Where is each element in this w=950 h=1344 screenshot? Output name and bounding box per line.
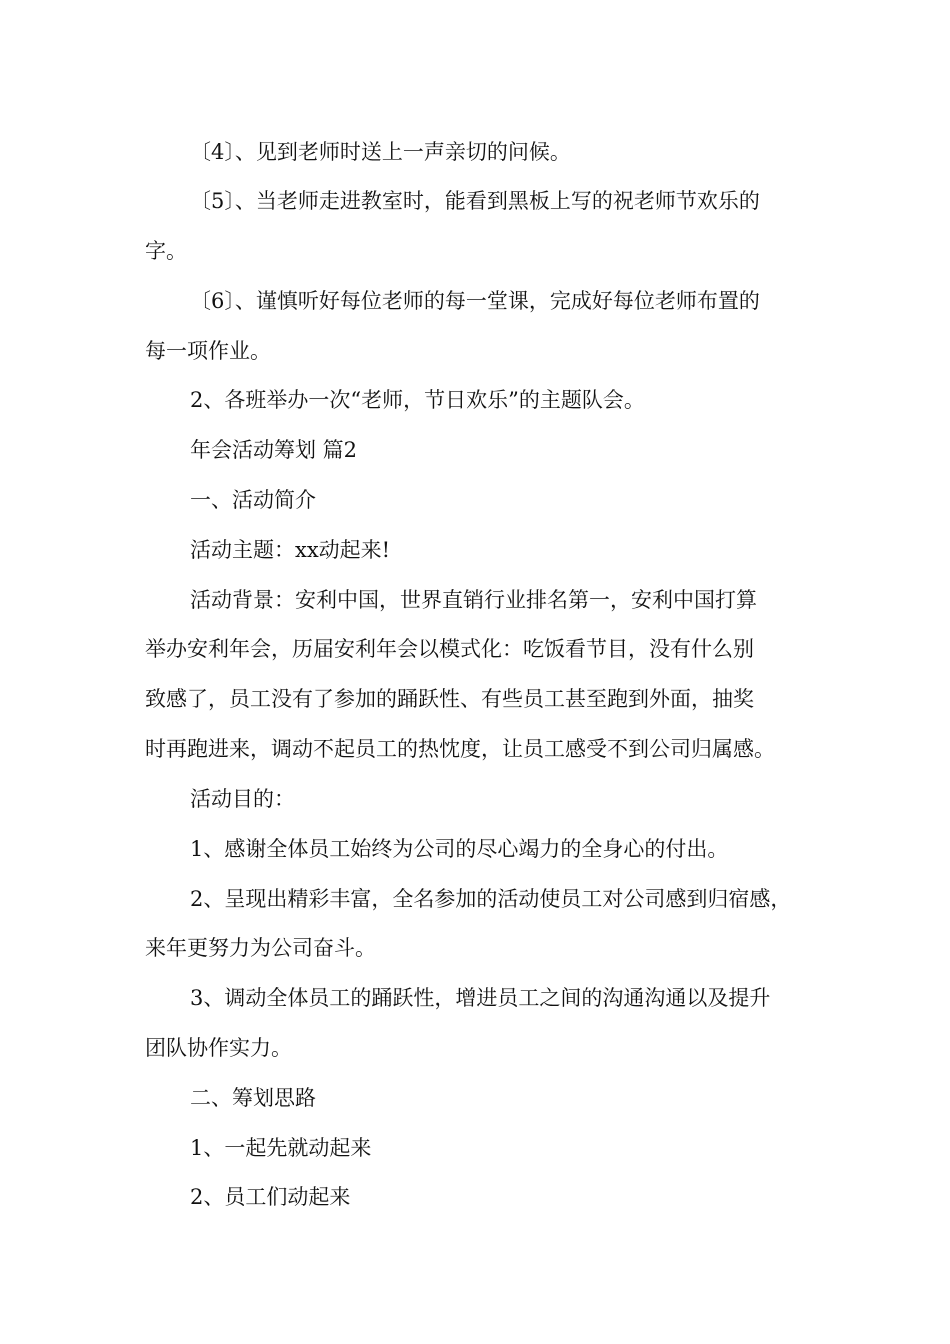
paragraph-line: 活动背景：安利中国，世界直销行业排名第一，安利中国打算 [190,588,757,612]
paragraph-line: 3、调动全体员工的踊跃性，增进员工之间的沟通沟通以及提升 [190,986,771,1010]
paragraph-line: 举办安利年会，历届安利年会以模式化：吃饭看节目，没有什么别 [145,637,754,661]
paragraph-line: 致感了，员工没有了参加的踊跃性、有些员工甚至跑到外面，抽奖 [145,687,754,711]
paragraph-line: 〔6〕、谨慎听好每位老师的每一堂课，完成好每位老师布置的 [190,289,760,313]
paragraph-line: 团队协作实力。 [145,1036,292,1060]
paragraph-line: 每一项作业。 [145,339,271,363]
paragraph-line: 2、员工们动起来 [190,1185,351,1209]
paragraph-line: 2、各班举办一次“老师，节日欢乐”的主题队会。 [190,388,645,412]
paragraph-line: 活动主题：xx动起来! [190,538,391,562]
subsection-heading: 一、活动简介 [190,488,316,512]
paragraph-line: 活动目的： [190,787,295,811]
paragraph-line: 〔5〕、当老师走进教室时，能看到黑板上写的祝老师节欢乐的 [190,189,760,213]
paragraph-line: 〔4〕、见到老师时送上一声亲切的问候。 [190,140,571,164]
paragraph-line: 2、呈现出精彩丰富，全名参加的活动使员工对公司感到归宿感， [190,887,792,911]
section-heading: 年会活动筹划 篇2 [190,438,358,462]
subsection-heading: 二、筹划思路 [190,1086,316,1110]
paragraph-line: 来年更努力为公司奋斗。 [145,936,376,960]
paragraph-line: 1、感谢全体员工始终为公司的尽心竭力的全身心的付出。 [190,837,729,861]
paragraph-line: 字。 [145,239,187,263]
paragraph-line: 1、一起先就动起来 [190,1136,372,1160]
paragraph-line: 时再跑进来，调动不起员工的热忱度，让员工感受不到公司归属感。 [145,737,775,761]
